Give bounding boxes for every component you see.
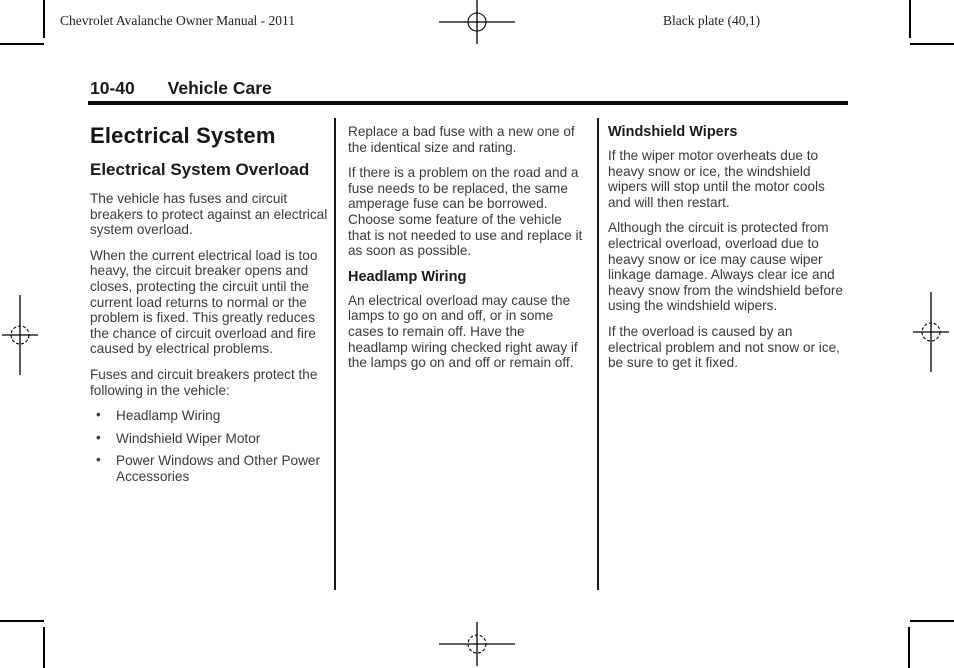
- heading-electrical-system-overload: Electrical System Overload: [90, 160, 310, 179]
- protected-items-list: [90, 408, 330, 484]
- column-divider-2: [597, 118, 599, 590]
- header-rule: [88, 101, 848, 105]
- column-2: [348, 124, 588, 381]
- paragraph: If there is a problem on the road and a fuse needs to be replaced, the same amperage fuse can be borrowed. Choose some feature of the vehicle that is not needed to use and replace it as soon as possible.: [348, 165, 583, 259]
- column-1: [90, 124, 330, 492]
- paragraph: If the wiper motor overheats due to heavy snow or ice, the windshield wipers will stop until the motor cools and will then restart.: [608, 148, 825, 210]
- paragraph: Replace a bad fuse with a new one of the identical size and rating.: [348, 124, 575, 155]
- crop-mark-top-left-vertical: [43, 0, 45, 38]
- crop-mark-top-left-horizontal: [0, 43, 44, 45]
- list-item: • Headlamp Wiring: [90, 408, 330, 424]
- list-item: • Windshield Wiper Motor: [90, 431, 330, 447]
- paragraph: The vehicle has fuses and circuit breakers to protect against an electrical system overload.: [90, 191, 328, 238]
- crop-mark-bottom-left-horizontal: [0, 620, 44, 622]
- crop-mark-top-right-horizontal: [910, 43, 954, 45]
- plate-label: Black plate (40,1): [663, 13, 761, 28]
- registration-mark-bottom-icon: [439, 622, 515, 666]
- crop-mark-top-right-vertical: [909, 0, 911, 38]
- column-divider-1: [334, 118, 336, 590]
- paragraph: If the overload is caused by an electrical problem and not snow or ice, be sure to get it fixed.: [608, 323, 840, 371]
- registration-mark-top-icon: [439, 0, 515, 44]
- heading-headlamp-wiring: Headlamp Wiring: [348, 268, 467, 285]
- registration-mark-right-icon: [913, 292, 949, 372]
- paragraph: An electrical overload may cause the lamps to go on and off, or in some cases to remain off. Have the headlamp wiring checked right away if the lamps go on and off or remain off.: [348, 292, 578, 371]
- section-header: [90, 78, 272, 99]
- heading-windshield-wipers: Windshield Wipers: [608, 124, 738, 140]
- paragraph: Fuses and circuit breakers protect the following in the vehicle:: [90, 366, 318, 398]
- crop-mark-bottom-right-horizontal: [910, 620, 954, 622]
- crop-mark-bottom-right-vertical: [908, 627, 910, 668]
- paragraph: Although the circuit is protected from electrical overload, overload due to heavy snow or ice may cause wiper linkage damage. Always clear ice and heavy snow from the windshield before using the windshield wipers.: [608, 220, 843, 314]
- registration-mark-left-icon: [2, 295, 38, 375]
- page-number: 10-40: [90, 78, 135, 98]
- crop-mark-bottom-left-vertical: [43, 627, 45, 668]
- heading-electrical-system: Electrical System: [90, 123, 276, 148]
- column-3: [608, 124, 848, 381]
- paragraph: When the current electrical load is too heavy, the circuit breaker opens and closes, protecting the circuit until the current load returns to normal or the problem is fixed. This greatly reduces the chance of circuit overload and fire caused by electrical problems.: [90, 247, 318, 357]
- doc-title: Chevrolet Avalanche Owner Manual - 2011: [60, 13, 296, 28]
- list-item: • Power Windows and Other Power Accessories: [90, 453, 330, 484]
- section-title: Vehicle Care: [167, 78, 272, 98]
